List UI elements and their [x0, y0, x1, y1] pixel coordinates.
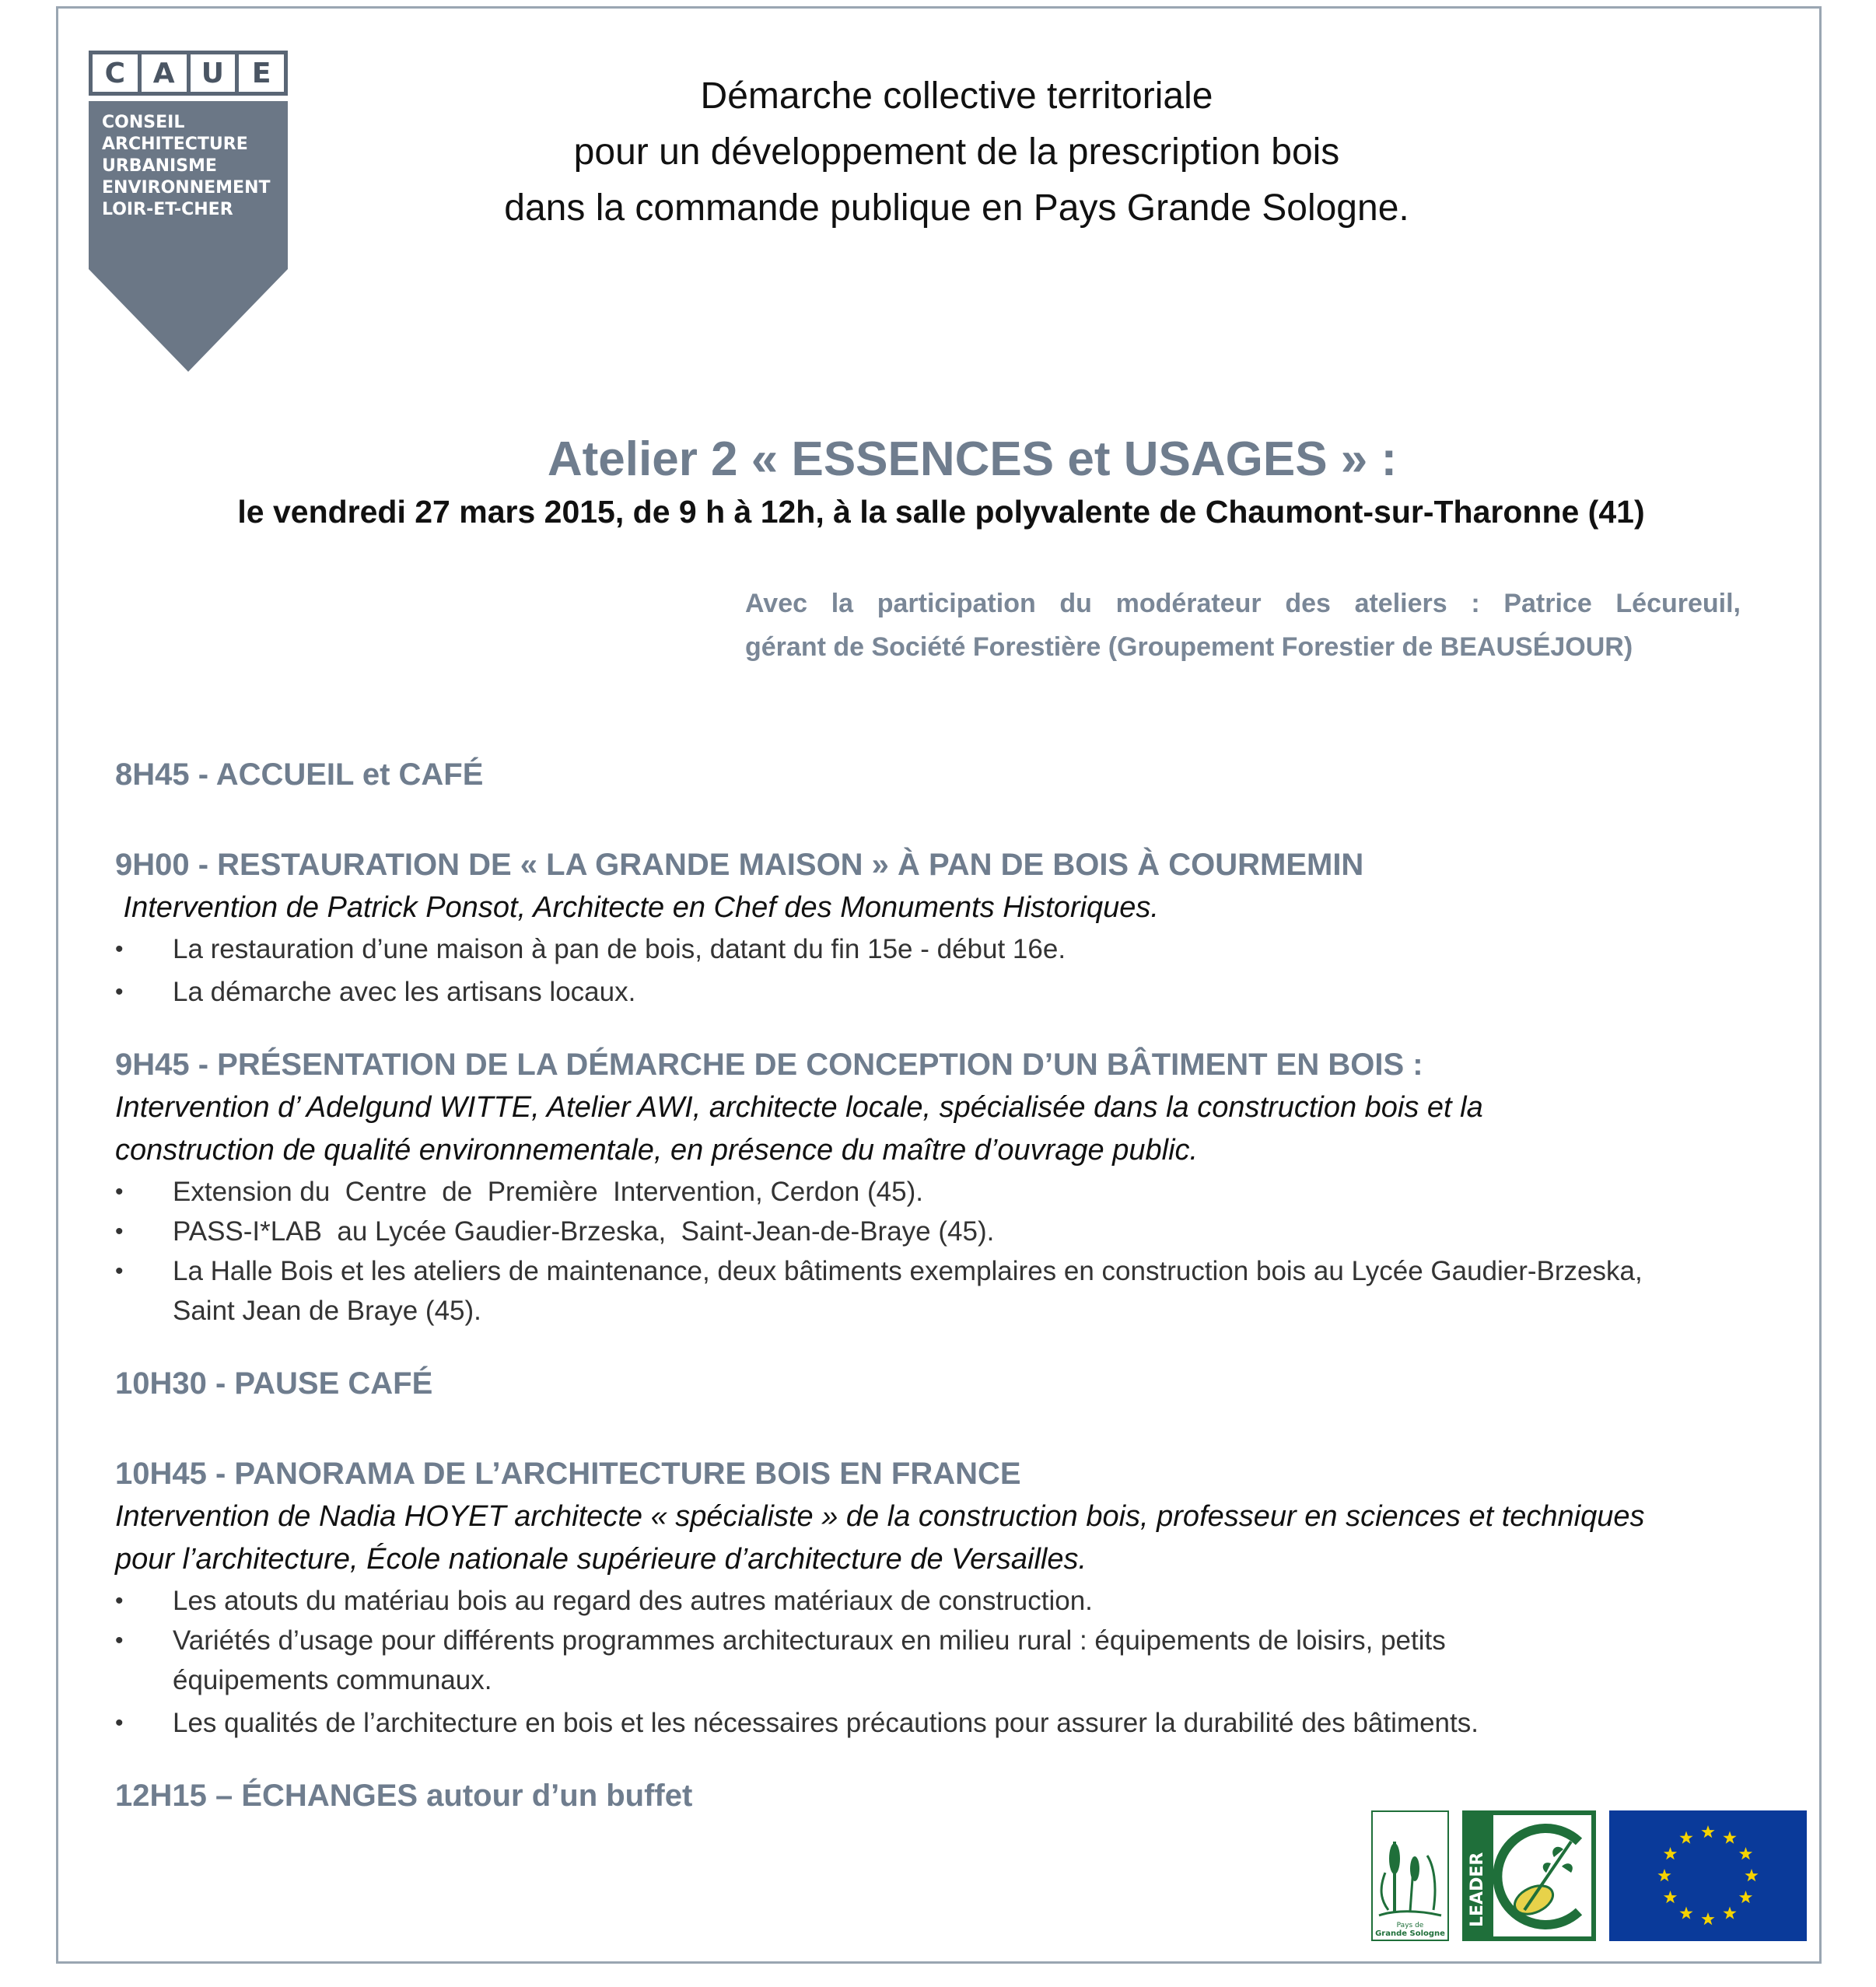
leader-logo — [1462, 1810, 1596, 1941]
intro-line: Intervention de Nadia HOYET architecte « spécialiste » de la construction bois, professeur en sciences et techniques — [115, 1500, 1645, 1533]
logo-letter: E — [239, 54, 284, 92]
speaker-intro — [115, 1495, 1780, 1581]
pays-line1: Pays de — [1396, 1922, 1424, 1929]
program-title: PANORAMA DE L’ARCHITECTURE BOIS EN FRANCE — [234, 1457, 1021, 1491]
program-title: PRÉSENTATION DE LA DÉMARCHE DE CONCEPTION D’UN BÂTIMENT EN BOIS : — [217, 1048, 1423, 1082]
participation-note — [745, 582, 1741, 669]
program-time: 9H45 — [115, 1048, 190, 1082]
logo-line: URBANISME — [102, 156, 217, 176]
program-sep: - — [189, 1048, 218, 1082]
bullet-item — [115, 1621, 1780, 1700]
bullet-item — [115, 1172, 1780, 1212]
bullet-text: • Variétés d’usage pour différents programmes architecturaux en milieu rural : équipements de loisirs, petits — [173, 1625, 1446, 1656]
program-title: ACCUEIL et CAFÉ — [215, 757, 484, 792]
intro-line: Intervention de Patrick Ponsot, Architecte en Chef des Monuments Historiques. — [115, 891, 1159, 924]
title-line: Démarche collective territoriale — [700, 75, 1213, 117]
program-heading — [115, 1043, 1780, 1086]
intro-line: construction de qualité environnementale, en présence du maître d’ouvrage public. — [115, 1134, 1199, 1167]
bullet-item — [115, 1703, 1780, 1743]
logo-letter: U — [191, 54, 236, 92]
logo-line: ARCHITECTURE — [102, 135, 248, 154]
program-heading — [115, 1452, 1780, 1495]
intro-line: Intervention d’ Adelgund WITTE, Atelier AWI, architecte locale, spécialisée dans la construction bois et la — [115, 1091, 1483, 1124]
bullet-text: équipements communaux. — [173, 1665, 492, 1695]
document-title — [373, 68, 1540, 236]
caue-logo-letters — [89, 51, 288, 96]
program-heading — [115, 1362, 1780, 1405]
speaker-intro — [115, 1086, 1780, 1172]
bullet-list — [115, 1172, 1780, 1331]
program-sep: - — [189, 757, 216, 792]
program-title: ÉCHANGES autour d’un buffet — [241, 1779, 693, 1813]
bullet-text: PASS-I*LAB au Lycée Gaudier-Brzeska, Saint-Jean-de-Braye (45). — [173, 1216, 995, 1247]
program-title: RESTAURATION DE « LA GRANDE MAISON » À PAN DE BOIS À COURMEMIN — [217, 848, 1364, 882]
date-line: le vendredi 27 mars 2015, de 9 h à 12h, à la salle polyvalente de Chaumont-sur-Tharonne (41) — [237, 494, 1645, 530]
logo-letter: C — [93, 54, 138, 92]
pays-grande-sologne-logo — [1371, 1810, 1449, 1941]
program-time: 10H30 — [115, 1366, 207, 1401]
program-time: 10H45 — [115, 1457, 207, 1491]
program-title: PAUSE CAFÉ — [234, 1366, 433, 1401]
bullet-item — [115, 972, 1780, 1012]
program-heading — [115, 843, 1780, 887]
program-time: 12H15 — [115, 1779, 207, 1813]
eu-flag-logo — [1609, 1810, 1807, 1941]
program-heading — [115, 753, 1780, 796]
logo-line: LOIR-ET-CHER — [102, 200, 233, 219]
atelier-title: Atelier 2 « ESSENCES et USAGES » : — [547, 432, 1398, 486]
caue-logo-text — [102, 112, 281, 221]
bullet-text: • La Halle Bois et les ateliers de maintenance, deux bâtiments exemplaires en construction bois au Lycée Gaudier-Brzeska, — [173, 1256, 1643, 1286]
logo-letter: A — [142, 54, 187, 92]
logo-line: ENVIRONNEMENT — [102, 178, 271, 198]
program-sep: – — [206, 1779, 242, 1813]
title-line: pour un développement de la prescription bois — [573, 131, 1340, 173]
program-time: 8H45 — [115, 757, 190, 792]
program — [115, 753, 1780, 1817]
bullet-item — [115, 929, 1780, 969]
bullet-item — [115, 1212, 1780, 1251]
program-time: 9H00 — [115, 848, 190, 882]
participation-line: gérant de Société Forestière (Groupement Forestier de BEAUSÉJOUR) — [745, 632, 1633, 662]
bullet-text: La restauration d’une maison à pan de bois, datant du fin 15e - début 16e. — [173, 934, 1066, 964]
bullet-text: La démarche avec les artisans locaux. — [173, 977, 636, 1007]
bullet-text: Saint Jean de Braye (45). — [173, 1296, 481, 1326]
participation-line: Avec la participation du modérateur des ateliers : Patrice Lécureuil, — [745, 589, 1741, 618]
bullet-item — [115, 1581, 1780, 1621]
bullet-list — [115, 1581, 1780, 1743]
intro-line: pour l’architecture, École nationale supérieure d’architecture de Versailles. — [115, 1543, 1087, 1576]
title-line: dans la commande publique en Pays Grande Sologne. — [504, 187, 1409, 229]
pays-line2: Grande Sologne — [1375, 1929, 1445, 1938]
program-sep: - — [206, 1366, 235, 1401]
bullet-text: Les qualités de l’architecture en bois et les nécessaires précautions pour assurer la durabilité des bâtiments. — [173, 1708, 1479, 1738]
program-sep: - — [189, 848, 218, 882]
logo-line: CONSEIL — [102, 113, 185, 132]
leader-label: LEADER — [1468, 1852, 1487, 1927]
bullet-text: Les atouts du matériau bois au regard des autres matériaux de construction. — [173, 1586, 1093, 1616]
bullet-text: Extension du Centre de Première Intervention, Cerdon (45). — [173, 1177, 923, 1207]
bullet-list — [115, 929, 1780, 1012]
program-sep: - — [206, 1457, 235, 1491]
bullet-item — [115, 1251, 1780, 1331]
speaker-intro — [115, 887, 1780, 929]
